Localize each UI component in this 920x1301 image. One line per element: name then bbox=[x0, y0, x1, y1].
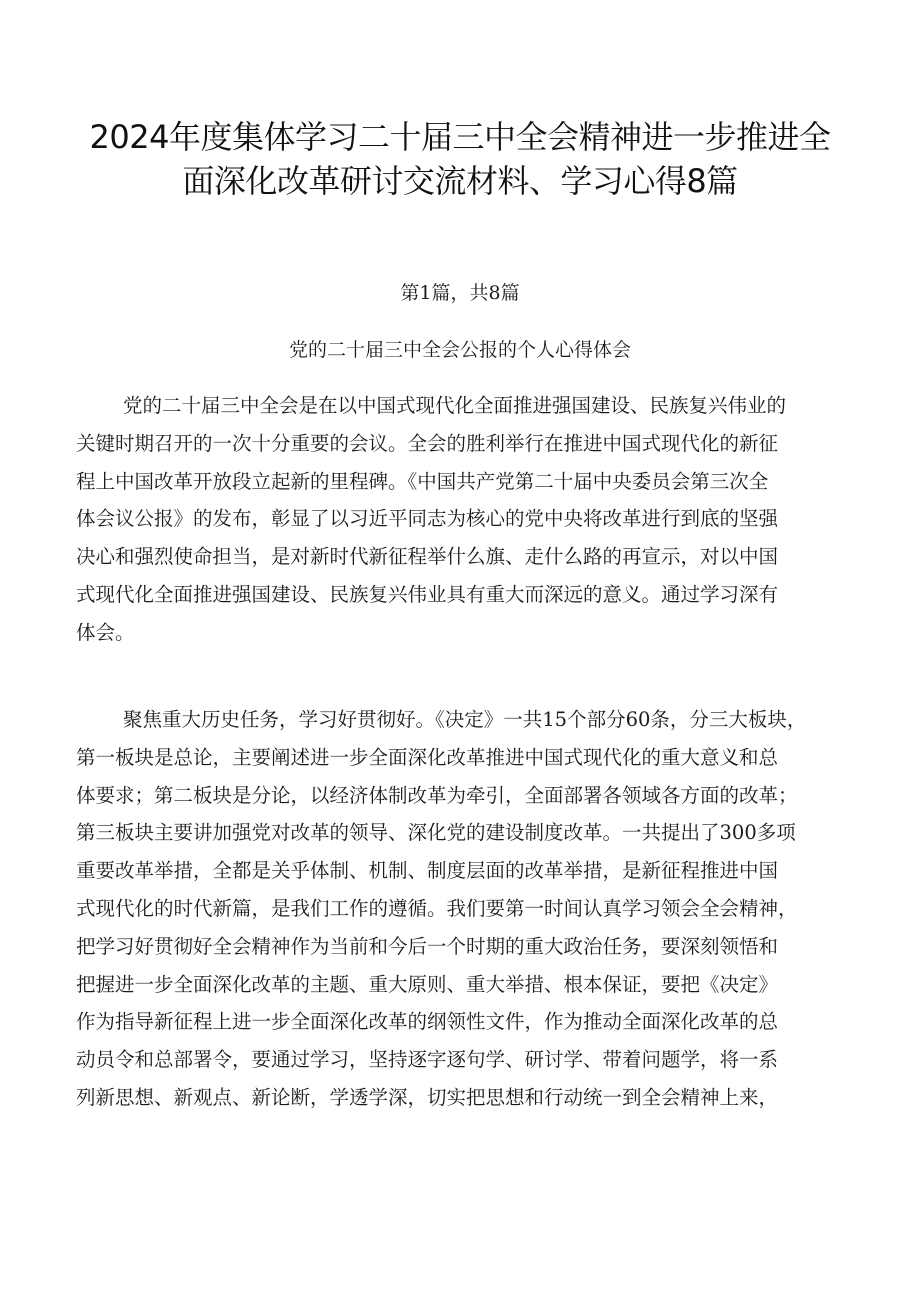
paragraph-line: 聚焦重大历史任务，学习好贯彻好。《决定》一共15个部分60条，分三大板块， bbox=[123, 708, 807, 731]
title-line: 面深化改革研讨交流材料、学习心得8篇 bbox=[182, 162, 738, 200]
paragraph-line: 体会。 bbox=[76, 620, 135, 644]
document-title bbox=[60, 115, 860, 203]
paragraph-line: 体会议公报》的发布，彰显了以习近平同志为核心的党中央将改革进行到底的坚强 bbox=[76, 507, 779, 531]
paragraph-line: 第一板块是总论，主要阐述进一步全面深化改革推进中国式现代化的重大意义和总 bbox=[76, 745, 779, 769]
paragraph bbox=[76, 701, 856, 1117]
paragraph-line: 式现代化全面推进强国建设、民族复兴伟业具有重大而深远的意义。通过学习深有 bbox=[76, 582, 779, 606]
paragraph-line: 把握进一步全面深化改革的主题、重大原则、重大举措、根本保证，要把《决定》 bbox=[76, 972, 779, 996]
paragraph bbox=[76, 387, 856, 652]
paragraph-line: 程上中国改革开放段立起新的里程碑。《中国共产党第二十届中央委员会第三次全 bbox=[76, 469, 769, 493]
paragraph-line: 列新思想、新观点、新论断，学透学深，切实把思想和行动统一到全会精神上来， bbox=[76, 1085, 779, 1109]
paragraph-line: 把学习好贯彻好全会精神作为当前和今后一个时期的重大政治任务，要深刻领悟和 bbox=[76, 934, 779, 958]
paragraph-line: 动员令和总部署令，要通过学习，坚持逐字逐句学、研讨学、带着问题学，将一系 bbox=[76, 1048, 779, 1072]
paragraph-line: 重要改革举措，全都是关乎体制、机制、制度层面的改革举措，是新征程推进中国 bbox=[76, 859, 779, 883]
paragraph-line: 第三板块主要讲加强党对改革的领导、深化党的建设制度改革。一共提出了300多项 bbox=[76, 821, 796, 845]
paragraph-line: 式现代化的时代新篇，是我们工作的遵循。我们要第一时间认真学习领会全会精神， bbox=[76, 896, 798, 920]
paragraph-line: 作为指导新征程上进一步全面深化改革的纲领性文件，作为推动全面深化改革的总 bbox=[76, 1010, 779, 1034]
paragraph-line: 关键时期召开的一次十分重要的会议。全会的胜利举行在推进中国式现代化的新征 bbox=[76, 431, 779, 455]
title-line: 2024年度集体学习二十届三中全会精神进一步推进全 bbox=[89, 118, 831, 156]
section-subtitle: 党的二十届三中全会公报的个人心得体会 bbox=[288, 339, 631, 361]
paragraph-line: 党的二十届三中全会是在以中国式现代化全面推进强国建设、民族复兴伟业的 bbox=[123, 394, 787, 417]
paragraph-line: 体要求；第二板块是分论，以经济体制改革为牵引，全面部署各领域各方面的改革； bbox=[76, 783, 798, 807]
part-label: 第1篇，共8篇 bbox=[400, 282, 520, 304]
paragraph-line: 决心和强烈使命担当，是对新时代新征程举什么旗、走什么路的再宣示，对以中国 bbox=[76, 545, 779, 569]
